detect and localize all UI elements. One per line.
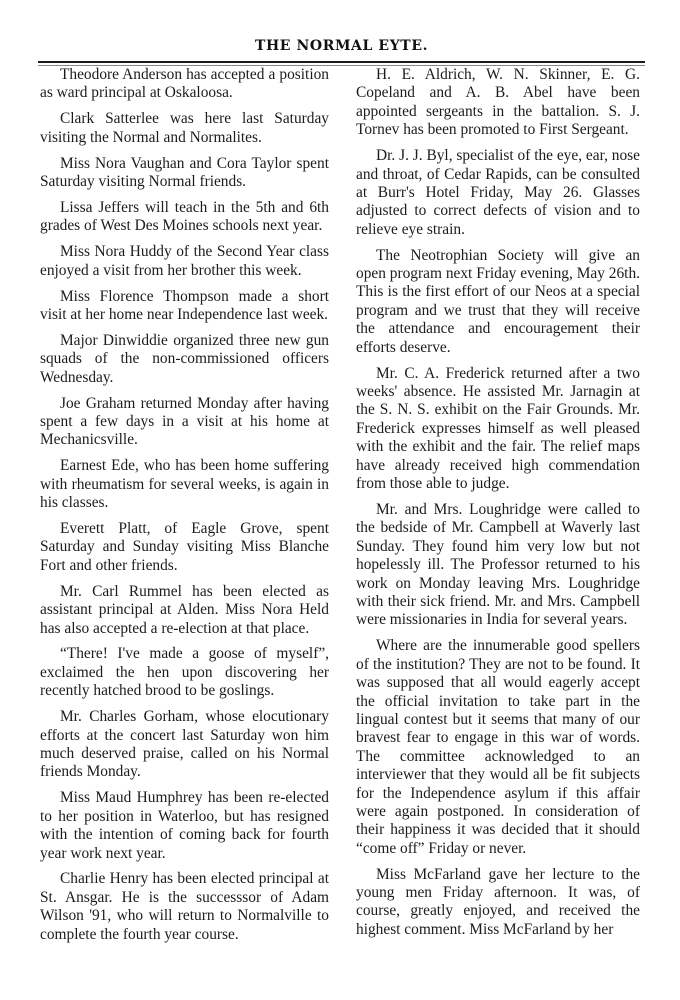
news-item: Charlie Henry has been elected principal at St. Ansgar. He is the successsor of Adam Wilson '91, who will return to Normalville to complete the fourth year course.: [40, 870, 329, 943]
publication-title: THE NORMAL EYTE.: [254, 38, 429, 54]
news-item: Mr. Carl Rummel has been elected as assistant principal at Alden. Miss Nora Held has also accepted a re-election at that place.: [40, 582, 329, 637]
news-item: Joe Graham returned Monday after having spent a few days in a visit at his home at Mechanicsville.: [40, 394, 329, 449]
news-item: H. E. Aldrich, W. N. Skinner, E. G. Copeland and A. B. Abel have been appointed sergeants in the battalion. S. J. Tornev has been promoted to First Sergeant.: [356, 66, 640, 139]
news-item: Where are the innumerable good spellers of the institution? They are not to be found. It was supposed that all would eagerly accept the official invitation to take part in the lingual contest but it seems that many of our bravest fear to engage in this war of words. The committee acknowledged to an interviewer that they would all be fit subjects for the Independence asylum if this affair were again postponed. In consideration of their happiness it was decided that it should “come off” Friday or never.: [356, 637, 640, 857]
news-item: Earnest Ede, who has been home suffering with rheumatism for several weeks, is again in his classes.: [40, 457, 329, 512]
news-item: Theodore Anderson has accepted a position as ward principal at Oskaloosa.: [40, 66, 329, 102]
news-item: Mr. Charles Gorham, whose elocutionary efforts at the concert last Saturday won him much deserved praise, called on his Normal friends Monday.: [40, 708, 329, 781]
news-item: Miss Maud Humphrey has been re-elected to her position in Waterloo, but has resigned with the intention of coming back for fourth year work next year.: [40, 789, 329, 862]
news-item: Dr. J. J. Byl, specialist of the eye, ear, nose and throat, of Cedar Rapids, can be consulted at Burr's Hotel Friday, May 26. Glasses adjusted to correct defects of vision and to relieve eye strain.: [356, 147, 640, 238]
news-item: Mr. C. A. Frederick returned after a two weeks' absence. He assisted Mr. Jarnagin at the S. N. S. exhibit on the Fair Grounds. Mr. Frederick expresses himself as well pleased with the exhibit and the fair. The relief maps have already received high commendation from those able to judge.: [356, 364, 640, 493]
news-item: Miss Florence Thompson made a short visit at her home near Independence last week.: [40, 287, 329, 323]
news-item: The Neotrophian Society will give an open program next Friday evening, May 26th. This is the first effort of our Neos at a special program and we trust that they will receive the attendance and encouragement their efforts deserve.: [356, 246, 640, 356]
masthead: [38, 38, 645, 64]
masthead-rule: [38, 61, 645, 63]
news-item: Everett Platt, of Eagle Grove, spent Saturday and Sunday visiting Miss Blanche Fort and other friends.: [40, 520, 329, 574]
news-item: Miss McFarland gave her lecture to the young men Friday afternoon. It was, of course, greatly enjoyed, and received the highest comment. Miss McFarland by her: [356, 865, 640, 938]
news-item: Major Dinwiddie organized three new gun squads of the non-commissioned officers Wednesday.: [40, 331, 329, 386]
right-column: [356, 66, 640, 947]
left-column: [40, 66, 329, 952]
news-item: Miss Nora Vaughan and Cora Taylor spent Saturday visiting Normal friends.: [40, 154, 329, 191]
news-item: Miss Nora Huddy of the Second Year class enjoyed a visit from her brother this week.: [40, 243, 329, 279]
news-item: Mr. and Mrs. Loughridge were called to the bedside of Mr. Campbell at Waverly last Sunday. They found him very low but not hopelessly ill. The Professor returned to his work on Monday leaving Mrs. Loughridge with their sick friend. Mr. and Mrs. Campbell were missionaries in India for several years.: [356, 500, 640, 629]
news-item: Clark Satterlee was here last Saturday visiting the Normal and Normalites.: [40, 110, 329, 146]
news-item: Lissa Jeffers will teach in the 5th and 6th grades of West Des Moines schools next year.: [40, 198, 329, 235]
news-item: “There! I've made a goose of myself”, exclaimed the hen upon discovering her recently hatched brood to be goslings.: [40, 645, 329, 700]
